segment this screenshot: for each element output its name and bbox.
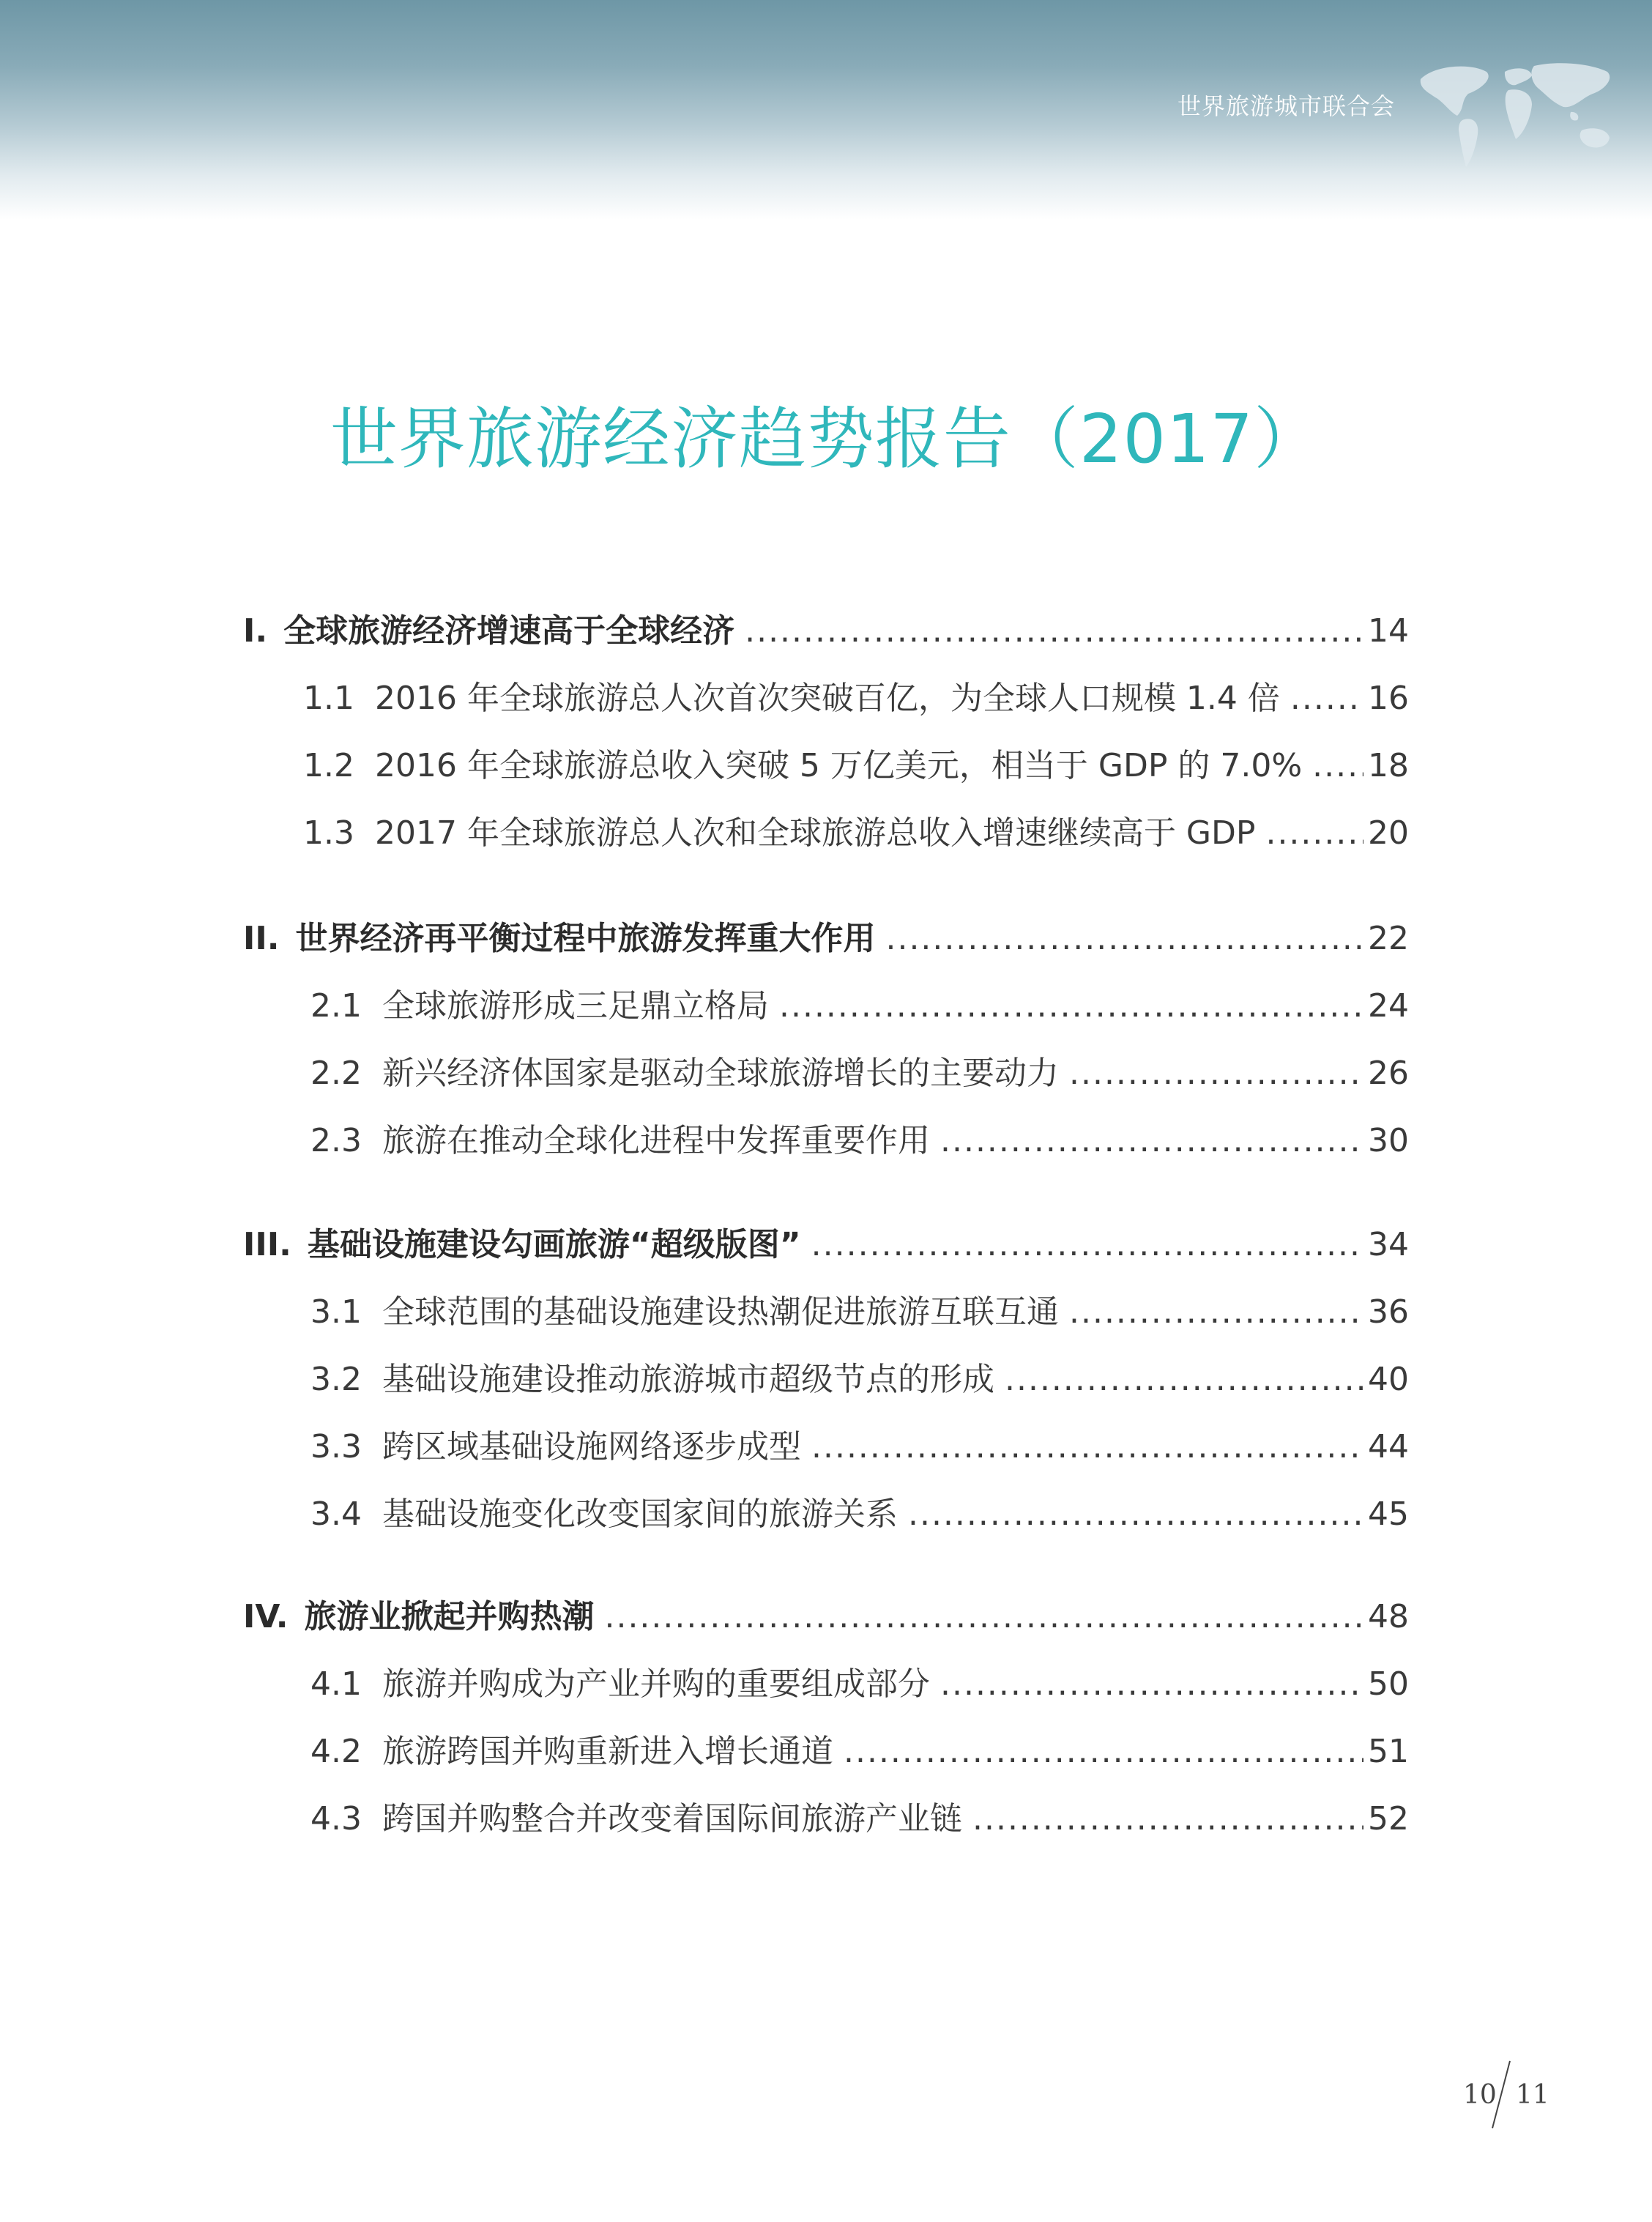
toc-page-number: 40 xyxy=(1368,1361,1409,1398)
toc-subsection-1-1[interactable] xyxy=(303,675,1409,722)
toc-page-number: 45 xyxy=(1368,1495,1409,1533)
toc-section-1[interactable] xyxy=(243,608,1409,655)
toc-label: 新兴经济体国家是驱动全球旅游增长的主要动力 xyxy=(382,1055,1059,1092)
toc-leader-dots xyxy=(844,1728,1363,1775)
toc-leader-dots xyxy=(1069,1289,1363,1336)
left-page-number: 10 xyxy=(1463,2080,1497,2110)
toc-page-number: 16 xyxy=(1368,680,1409,717)
toc-label: 世界经济再平衡过程中旅游发挥重大作用 xyxy=(295,920,876,957)
toc-subsection-3-1[interactable] xyxy=(310,1289,1409,1336)
toc-page-number: 50 xyxy=(1368,1665,1409,1703)
toc-leader-dots xyxy=(745,608,1363,655)
toc-section-2[interactable] xyxy=(243,915,1409,962)
toc-leader-dots xyxy=(972,1796,1363,1843)
toc-number: III. xyxy=(243,1226,291,1263)
toc-leader-dots xyxy=(940,1661,1363,1708)
toc-label: 基础设施变化改变国家间的旅游关系 xyxy=(382,1495,898,1533)
toc-leader-dots xyxy=(1290,675,1363,722)
toc-subsection-3-3[interactable] xyxy=(310,1424,1409,1471)
toc-label: 全球范围的基础设施建设热潮促进旅游互联互通 xyxy=(382,1293,1059,1331)
toc-subsection-1-2[interactable] xyxy=(303,743,1409,789)
toc-number: II. xyxy=(243,920,280,957)
toc-subsection-2-2[interactable] xyxy=(310,1050,1409,1097)
toc-number: 1.3 xyxy=(303,814,354,852)
toc-label: 基础设施建设推动旅游城市超级节点的形成 xyxy=(382,1361,994,1398)
toc-number: IV. xyxy=(243,1598,289,1635)
organization-name: 世界旅游城市联合会 xyxy=(1177,92,1396,120)
toc-number: 3.1 xyxy=(310,1293,362,1331)
toc-leader-dots xyxy=(1312,743,1363,789)
toc-page-number: 20 xyxy=(1368,814,1409,852)
toc-label: 基础设施建设勾画旅游“超级版图” xyxy=(307,1226,801,1263)
toc-leader-dots xyxy=(811,1424,1363,1471)
toc-subsection-4-3[interactable] xyxy=(310,1796,1409,1843)
toc-leader-dots xyxy=(885,915,1363,962)
toc-number: 1.2 xyxy=(303,747,354,784)
toc-leader-dots xyxy=(1265,810,1363,857)
toc-leader-dots xyxy=(779,983,1363,1030)
toc-page-number: 22 xyxy=(1368,920,1409,957)
document-title: 世界旅游经济趋势报告（2017） xyxy=(330,400,1322,478)
toc-subsection-4-2[interactable] xyxy=(310,1728,1409,1775)
toc-page-number: 34 xyxy=(1368,1226,1409,1263)
toc-label: 2016 年全球旅游总收入突破 5 万亿美元，相当于 GDP 的 7.0% xyxy=(374,747,1303,784)
toc-label: 旅游并购成为产业并购的重要组成部分 xyxy=(382,1665,930,1703)
page-divider-slash xyxy=(1487,2058,1516,2131)
toc-label: 跨国并购整合并改变着国际间旅游产业链 xyxy=(382,1800,962,1838)
toc-page-number: 30 xyxy=(1368,1122,1409,1159)
toc-subsection-2-1[interactable] xyxy=(310,983,1409,1030)
toc-label: 2016 年全球旅游总人次首次突破百亿，为全球人口规模 1.4 倍 xyxy=(374,680,1280,717)
toc-page-number: 14 xyxy=(1368,612,1409,650)
toc-number: 2.3 xyxy=(310,1122,362,1159)
toc-page-number: 18 xyxy=(1368,747,1409,784)
toc-page-number: 36 xyxy=(1368,1293,1409,1331)
toc-number: I. xyxy=(243,612,268,650)
toc-label: 全球旅游形成三足鼎立格局 xyxy=(382,987,769,1025)
toc-label: 全球旅游经济增速高于全球经济 xyxy=(283,612,735,650)
toc-leader-dots xyxy=(940,1118,1363,1164)
toc-number: 4.2 xyxy=(310,1733,362,1770)
toc-label: 跨区域基础设施网络逐步成型 xyxy=(382,1428,801,1465)
toc-number: 3.3 xyxy=(310,1428,362,1465)
toc-number: 3.4 xyxy=(310,1495,362,1533)
toc-subsection-3-4[interactable] xyxy=(310,1491,1409,1538)
toc-number: 2.1 xyxy=(310,987,362,1025)
toc-subsection-2-3[interactable] xyxy=(310,1118,1409,1164)
toc-leader-dots xyxy=(908,1491,1363,1538)
toc-section-3[interactable] xyxy=(243,1222,1409,1268)
toc-leader-dots xyxy=(1069,1050,1363,1097)
toc-subsection-1-3[interactable] xyxy=(303,810,1409,857)
toc-label: 2017 年全球旅游总人次和全球旅游总收入增速继续高于 GDP xyxy=(374,814,1256,852)
toc-label: 旅游在推动全球化进程中发挥重要作用 xyxy=(382,1122,930,1159)
toc-number: 4.1 xyxy=(310,1665,362,1703)
toc-page-number: 26 xyxy=(1368,1055,1409,1092)
right-page-number: 11 xyxy=(1516,2080,1549,2110)
toc-label: 旅游跨国并购重新进入增长通道 xyxy=(382,1733,833,1770)
toc-number: 4.3 xyxy=(310,1800,362,1838)
toc-number: 1.1 xyxy=(303,680,354,717)
toc-leader-dots xyxy=(1005,1356,1363,1403)
toc-page-number: 51 xyxy=(1368,1733,1409,1770)
toc-section-4[interactable] xyxy=(243,1594,1409,1641)
toc-page-number: 24 xyxy=(1368,987,1409,1025)
toc-leader-dots xyxy=(604,1594,1363,1641)
toc-page-number: 52 xyxy=(1368,1800,1409,1838)
toc-number: 3.2 xyxy=(310,1361,362,1398)
toc-leader-dots xyxy=(811,1222,1363,1268)
toc-number: 2.2 xyxy=(310,1055,362,1092)
toc-subsection-4-1[interactable] xyxy=(310,1661,1409,1708)
toc-label: 旅游业掀起并购热潮 xyxy=(304,1598,595,1635)
toc-page-number: 44 xyxy=(1368,1428,1409,1465)
toc-page-number: 48 xyxy=(1368,1598,1409,1635)
page-numbers xyxy=(1457,2058,1549,2131)
toc-subsection-3-2[interactable] xyxy=(310,1356,1409,1403)
